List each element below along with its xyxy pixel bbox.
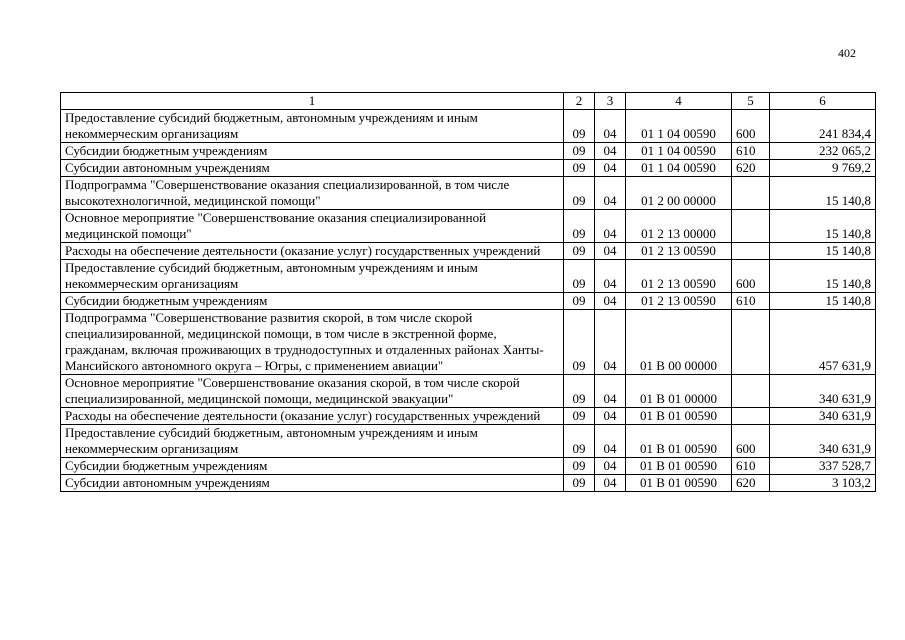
target-article-cell: 01 2 13 00590 — [626, 243, 732, 260]
amount-cell: 457 631,9 — [770, 310, 876, 375]
subsection-code-cell: 04 — [595, 375, 626, 408]
target-article-cell: 01 1 04 00590 — [626, 110, 732, 143]
table-row — [61, 293, 876, 310]
amount-cell: 340 631,9 — [770, 375, 876, 408]
table-row — [61, 375, 876, 408]
expense-type-cell — [732, 310, 770, 375]
target-article-cell: 01 В 01 00590 — [626, 425, 732, 458]
expense-type-cell: 620 — [732, 160, 770, 177]
expense-name-cell: Субсидии автономным учреждениям — [61, 475, 564, 492]
target-article-cell: 01 1 04 00590 — [626, 160, 732, 177]
expense-name-cell: Расходы на обеспечение деятельности (оказание услуг) государственных учреждений — [61, 408, 564, 425]
expense-type-cell — [732, 243, 770, 260]
table-row — [61, 425, 876, 458]
expense-type-cell — [732, 408, 770, 425]
section-code-cell: 09 — [564, 425, 595, 458]
target-article-cell: 01 1 04 00590 — [626, 143, 732, 160]
target-article-cell: 01 2 13 00590 — [626, 293, 732, 310]
expense-name-cell: Расходы на обеспечение деятельности (оказание услуг) государственных учреждений — [61, 243, 564, 260]
table-row — [61, 408, 876, 425]
target-article-cell: 01 В 01 00000 — [626, 375, 732, 408]
expense-name-cell: Предоставление субсидий бюджетным, автономным учреждениям и иным некоммерческим организациям — [61, 425, 564, 458]
section-code-cell: 09 — [564, 458, 595, 475]
section-code-cell: 09 — [564, 310, 595, 375]
table-row — [61, 143, 876, 160]
expense-type-cell: 600 — [732, 110, 770, 143]
section-code-cell: 09 — [564, 210, 595, 243]
table-row — [61, 243, 876, 260]
expense-type-cell — [732, 177, 770, 210]
target-article-cell: 01 В 01 00590 — [626, 458, 732, 475]
expense-type-cell: 610 — [732, 143, 770, 160]
header-cell: 6 — [770, 93, 876, 110]
expense-type-cell — [732, 375, 770, 408]
amount-cell: 15 140,8 — [770, 293, 876, 310]
subsection-code-cell: 04 — [595, 110, 626, 143]
expense-name-cell: Субсидии бюджетным учреждениям — [61, 293, 564, 310]
amount-cell: 337 528,7 — [770, 458, 876, 475]
expense-name-cell: Предоставление субсидий бюджетным, автономным учреждениям и иным некоммерческим организациям — [61, 110, 564, 143]
subsection-code-cell: 04 — [595, 260, 626, 293]
table-row — [61, 260, 876, 293]
table-row — [61, 110, 876, 143]
subsection-code-cell: 04 — [595, 408, 626, 425]
section-code-cell: 09 — [564, 260, 595, 293]
target-article-cell: 01 2 13 00590 — [626, 260, 732, 293]
expense-type-cell — [732, 210, 770, 243]
expense-type-cell: 600 — [732, 260, 770, 293]
section-code-cell: 09 — [564, 293, 595, 310]
amount-cell: 241 834,4 — [770, 110, 876, 143]
table-row — [61, 177, 876, 210]
expense-type-cell: 620 — [732, 475, 770, 492]
expense-name-cell: Основное мероприятие "Совершенствование оказания специализированной медицинской помощи" — [61, 210, 564, 243]
expense-type-cell: 610 — [732, 293, 770, 310]
target-article-cell: 01 2 00 00000 — [626, 177, 732, 210]
amount-cell: 9 769,2 — [770, 160, 876, 177]
section-code-cell: 09 — [564, 475, 595, 492]
subsection-code-cell: 04 — [595, 177, 626, 210]
section-code-cell: 09 — [564, 408, 595, 425]
page-number: 402 — [838, 46, 856, 60]
target-article-cell: 01 В 01 00590 — [626, 408, 732, 425]
expense-name-cell: Субсидии автономным учреждениям — [61, 160, 564, 177]
expense-type-cell: 600 — [732, 425, 770, 458]
table-header-row — [61, 93, 876, 110]
table-row — [61, 160, 876, 177]
amount-cell: 15 140,8 — [770, 243, 876, 260]
table-row — [61, 210, 876, 243]
header-cell: 2 — [564, 93, 595, 110]
header-cell: 4 — [626, 93, 732, 110]
expense-name-cell: Субсидии бюджетным учреждениям — [61, 143, 564, 160]
header-cell: 5 — [732, 93, 770, 110]
expense-name-cell: Предоставление субсидий бюджетным, автономным учреждениям и иным некоммерческим организациям — [61, 260, 564, 293]
subsection-code-cell: 04 — [595, 310, 626, 375]
target-article-cell: 01 2 13 00000 — [626, 210, 732, 243]
header-cell: 1 — [61, 93, 564, 110]
amount-cell: 340 631,9 — [770, 425, 876, 458]
section-code-cell: 09 — [564, 143, 595, 160]
subsection-code-cell: 04 — [595, 475, 626, 492]
section-code-cell: 09 — [564, 160, 595, 177]
section-code-cell: 09 — [564, 177, 595, 210]
target-article-cell: 01 В 00 00000 — [626, 310, 732, 375]
section-code-cell: 09 — [564, 375, 595, 408]
expense-type-cell: 610 — [732, 458, 770, 475]
section-code-cell: 09 — [564, 243, 595, 260]
amount-cell: 15 140,8 — [770, 210, 876, 243]
expense-name-cell: Основное мероприятие "Совершенствование оказания скорой, в том числе скорой специализированной, медицинской помощи, медицинской эвакуации" — [61, 375, 564, 408]
amount-cell: 15 140,8 — [770, 177, 876, 210]
target-article-cell: 01 В 01 00590 — [626, 475, 732, 492]
amount-cell: 340 631,9 — [770, 408, 876, 425]
section-code-cell: 09 — [564, 110, 595, 143]
expense-name-cell: Подпрограмма "Совершенствование оказания специализированной, в том числе высокотехнологичной, медицинской помощи" — [61, 177, 564, 210]
subsection-code-cell: 04 — [595, 293, 626, 310]
header-cell: 3 — [595, 93, 626, 110]
expense-name-cell: Субсидии бюджетным учреждениям — [61, 458, 564, 475]
subsection-code-cell: 04 — [595, 458, 626, 475]
table-row — [61, 310, 876, 375]
amount-cell: 3 103,2 — [770, 475, 876, 492]
budget-table — [60, 92, 876, 492]
table-row — [61, 458, 876, 475]
subsection-code-cell: 04 — [595, 243, 626, 260]
subsection-code-cell: 04 — [595, 160, 626, 177]
expense-name-cell: Подпрограмма "Совершенствование развития скорой, в том числе скорой специализированной, медицинской помощи, в том числе в экстренной форме, гражданам, включая проживающих в труднодоступных и отдаленных районах Ханты-Мансийского автономного округа – Югры, с применением авиации" — [61, 310, 564, 375]
amount-cell: 232 065,2 — [770, 143, 876, 160]
table-row — [61, 475, 876, 492]
subsection-code-cell: 04 — [595, 425, 626, 458]
amount-cell: 15 140,8 — [770, 260, 876, 293]
subsection-code-cell: 04 — [595, 210, 626, 243]
subsection-code-cell: 04 — [595, 143, 626, 160]
